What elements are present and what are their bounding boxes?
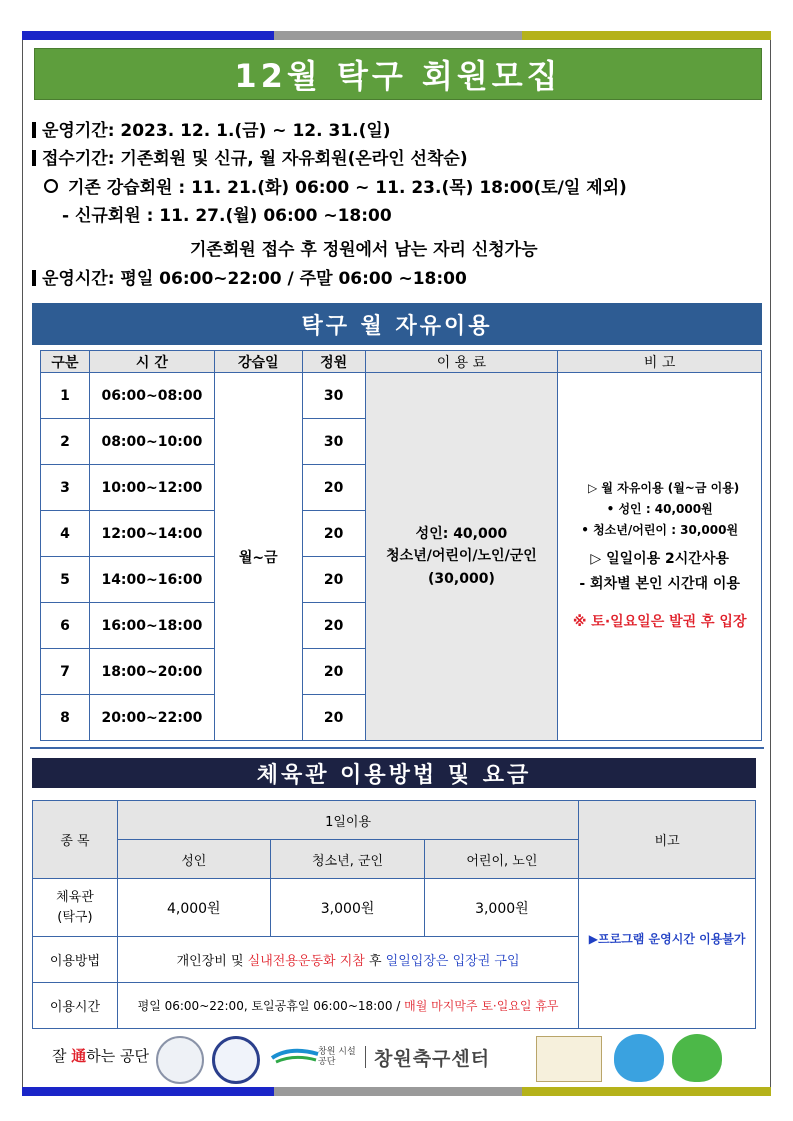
row-time: 18:00~20:00 xyxy=(89,649,214,695)
method-text: 개인장비 및 실내전용운동화 지참 후 일일입장은 입장권 구입 xyxy=(117,937,578,983)
header-adult: 성인 xyxy=(117,840,270,879)
info-operating-hours: 운영시간: 평일 06:00~22:00 / 주말 06:00 ~18:00 xyxy=(32,264,467,289)
info-registration-period: 접수기간: 기존회원 및 신규, 월 자유회원(온라인 선착순) xyxy=(32,144,468,169)
row-time: 06:00~08:00 xyxy=(89,373,214,419)
bullet-bar-icon xyxy=(32,150,36,166)
header-item: 종 목 xyxy=(33,801,118,879)
info-operating-period: 운영기간: 2023. 12. 1.(금) ~ 12. 31.(일) xyxy=(32,116,391,141)
header-days: 강습일 xyxy=(214,351,302,373)
row-time: 12:00~14:00 xyxy=(89,511,214,557)
header-time: 시 간 xyxy=(89,351,214,373)
header-capacity: 정원 xyxy=(302,351,365,373)
note-weekend: ※ 토·일요일은 발권 후 입장 xyxy=(572,614,747,631)
fee-youth-amount: (30,000) xyxy=(428,570,495,587)
header-remarks: 비 고 xyxy=(558,351,762,373)
table-row xyxy=(41,373,762,419)
row-capacity: 20 xyxy=(302,649,365,695)
free-use-table xyxy=(40,350,762,741)
row-capacity: 30 xyxy=(302,373,365,419)
row-capacity: 20 xyxy=(302,557,365,603)
footer-separator xyxy=(365,1046,366,1068)
row-hours-label: 이용시간 xyxy=(33,983,118,1029)
row-no: 7 xyxy=(41,649,90,695)
row-no: 4 xyxy=(41,511,90,557)
circle-bullet-icon xyxy=(44,179,58,193)
header-child: 어린이, 노인 xyxy=(425,840,579,879)
header-daily: 1일이용 xyxy=(117,801,578,840)
note-adult: • 성인 : 40,000원 xyxy=(606,502,713,517)
row-time: 20:00~22:00 xyxy=(89,695,214,741)
fee-cell xyxy=(365,373,558,741)
fee-youth: 청소년/어린이/노인/군인 xyxy=(386,548,537,565)
row-time: 16:00~18:00 xyxy=(89,603,214,649)
row-no: 1 xyxy=(41,373,90,419)
footer-slogan: 잘 通하는 공단 xyxy=(52,1047,150,1065)
row-no: 5 xyxy=(41,557,90,603)
header-fee: 이 용 료 xyxy=(365,351,558,373)
header-no: 구분 xyxy=(41,351,90,373)
org-name: 창원축구센터 xyxy=(374,1048,491,1070)
bullet-bar-icon xyxy=(32,270,36,286)
fee-adult: 성인: 40,000 xyxy=(415,525,508,542)
gym-fee-table xyxy=(32,800,756,1029)
table-header-row xyxy=(41,351,762,373)
note-slot: - 회차별 본인 시간대 이용 xyxy=(579,575,740,592)
changwon-facility-logo-icon xyxy=(270,1044,320,1068)
row-capacity: 30 xyxy=(302,419,365,465)
info-note: 기존회원 접수 후 정원에서 남는 자리 신청가능 xyxy=(190,240,538,260)
row-time: 14:00~16:00 xyxy=(89,557,214,603)
row-capacity: 20 xyxy=(302,511,365,557)
section-gym-title: 체육관 이용방법 및 요금 xyxy=(32,758,756,788)
header-note: 비고 xyxy=(579,801,756,879)
page-border-left xyxy=(22,40,23,1088)
row-no: 2 xyxy=(41,419,90,465)
emblem-seal-icon xyxy=(212,1036,260,1084)
row-no: 8 xyxy=(41,695,90,741)
certification-seal-icon xyxy=(156,1036,204,1084)
fee-adult: 4,000원 xyxy=(117,879,270,937)
bottom-bar-blue xyxy=(22,1087,274,1096)
remarks-cell xyxy=(558,373,762,741)
bullet-bar-icon xyxy=(32,122,36,138)
mascot-green-icon xyxy=(672,1034,722,1082)
row-capacity: 20 xyxy=(302,695,365,741)
page-border-right xyxy=(770,40,771,1088)
table-row xyxy=(33,879,756,937)
hours-text: 평일 06:00~22:00, 토일공휴일 06:00~18:00 / 매월 마지막주 토·일요일 휴무 xyxy=(117,983,578,1029)
header-youth: 청소년, 군인 xyxy=(270,840,425,879)
row-gym-label: 체육관 (탁구) xyxy=(33,879,118,937)
row-method-label: 이용방법 xyxy=(33,937,118,983)
fee-youth: 3,000원 xyxy=(270,879,425,937)
mascot-icon xyxy=(614,1034,664,1082)
section-free-use-title: 탁구 월 자유이용 xyxy=(32,303,762,345)
row-time: 08:00~10:00 xyxy=(89,419,214,465)
org-small-name: 창원 시설공단 xyxy=(318,1047,356,1067)
section-divider xyxy=(30,747,764,749)
bottom-bar-gray xyxy=(274,1087,522,1096)
row-capacity: 20 xyxy=(302,603,365,649)
gym-note: ▶프로그램 운영시간 이용불가 xyxy=(579,879,756,1029)
class-days: 월~금 xyxy=(214,373,302,741)
note-youth: • 청소년/어린이 : 30,000원 xyxy=(581,523,739,538)
top-bar-olive xyxy=(522,31,771,40)
fee-child: 3,000원 xyxy=(425,879,579,937)
info-existing-members: 기존 강습회원 : 11. 21.(화) 06:00 ~ 11. 23.(목) 18:00(토/일 제외) xyxy=(44,173,627,198)
note-daily: ▷ 일일이용 2시간사용 xyxy=(590,551,729,568)
row-time: 10:00~12:00 xyxy=(89,465,214,511)
info-new-members: - 신규회원 : 11. 27.(월) 06:00 ~18:00 xyxy=(62,206,392,226)
note-monthly: ▷ 월 자유이용 (월~금 이용) xyxy=(588,481,740,496)
bottom-bar-olive xyxy=(522,1087,771,1096)
row-capacity: 20 xyxy=(302,465,365,511)
top-bar-gray xyxy=(274,31,522,40)
certificate-badge-icon xyxy=(536,1036,602,1082)
row-no: 3 xyxy=(41,465,90,511)
page-title: 12월 탁구 회원모집 xyxy=(34,48,762,100)
top-bar-blue xyxy=(22,31,274,40)
row-no: 6 xyxy=(41,603,90,649)
